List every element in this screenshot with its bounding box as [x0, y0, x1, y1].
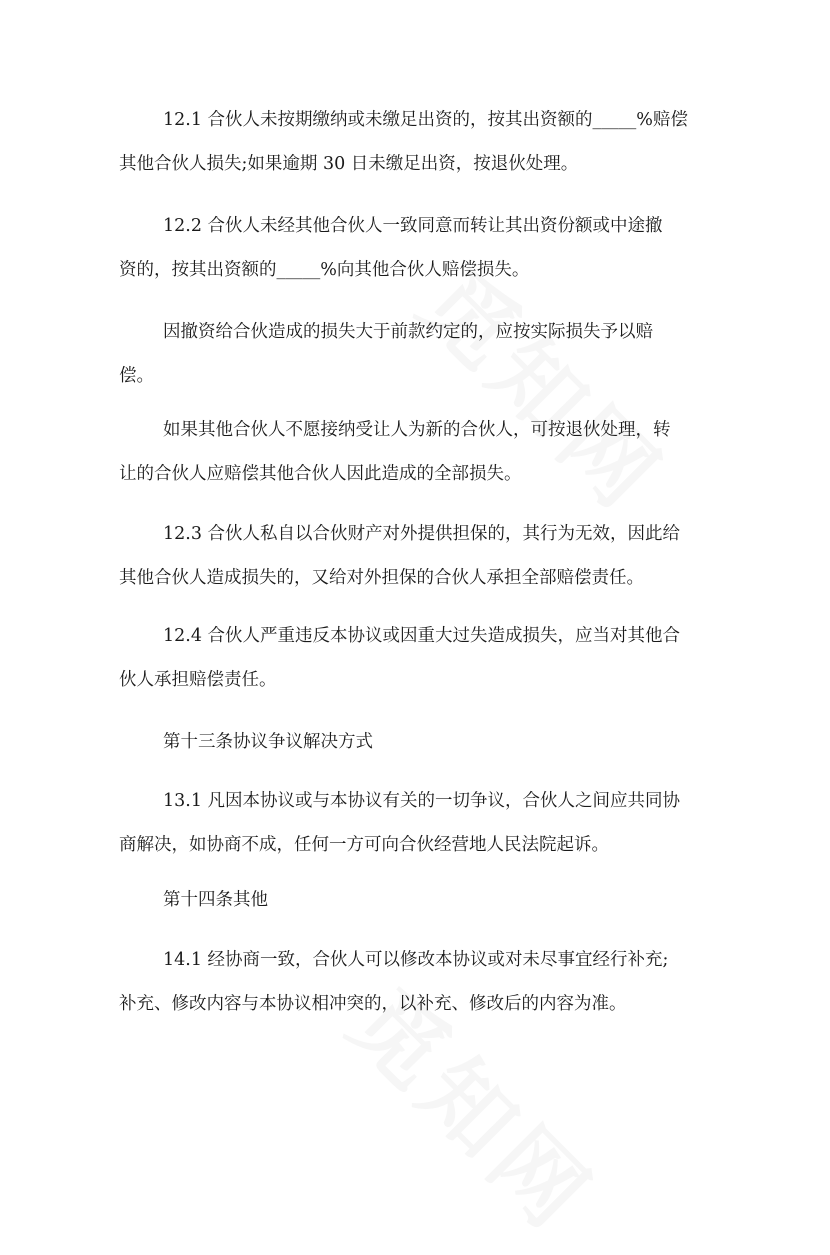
- article-14-heading: [163, 878, 723, 922]
- article-13-heading: [163, 720, 723, 764]
- article-14-heading-text: 第十四条其他: [163, 890, 268, 910]
- clause-12-4: [119, 614, 723, 702]
- clause-13-1-line-2: 商解决，如协商不成，任何一方可向合伙经营地人民法院起诉。: [119, 835, 609, 855]
- clause-12-2-line-2: 资的，按其出资额的_____%向其他合伙人赔偿损失。: [119, 260, 530, 280]
- clause-12-1-line-2: 其他合伙人损失;如果逾期 30 日未缴足出资，按退伙处理。: [119, 154, 579, 174]
- clause-13-1: [119, 779, 723, 867]
- clause-12-2-para-3-line-2: 让的合伙人应赔偿其他合伙人因此造成的全部损失。: [119, 464, 522, 484]
- clause-12-2-para-3-line-1: 如果其他合伙人不愿接纳受让人为新的合伙人，可按退伙处理，转: [163, 420, 671, 440]
- clause-12-4-line-1: 12.4 合伙人严重违反本协议或因重大过失造成损失，应当对其他合: [163, 626, 681, 646]
- clause-12-3: [119, 512, 723, 600]
- clause-12-1-line-1: 12.1 合伙人未按期缴纳或未缴足出资的，按其出资额的_____%赔偿: [163, 110, 688, 130]
- clause-14-1-line-1: 14.1 经协商一致，合伙人可以修改本协议或对未尽事宜经行补充;: [163, 950, 669, 970]
- clause-12-3-line-2: 其他合伙人造成损失的，又给对外担保的合伙人承担全部赔偿责任。: [119, 568, 644, 588]
- clause-12-2-para-2: [119, 310, 723, 398]
- article-13-heading-text: 第十三条协议争议解决方式: [163, 732, 373, 752]
- clause-12-2-para-2-line-2: 偿。: [119, 366, 154, 386]
- clause-14-1: [119, 938, 723, 1026]
- clause-12-2-para-2-line-1: 因撤资给合伙造成的损失大于前款约定的，应按实际损失予以赔: [163, 322, 653, 342]
- clause-12-1: [119, 98, 723, 186]
- clause-12-4-line-2: 伙人承担赔偿责任。: [119, 670, 277, 690]
- clause-12-3-line-1: 12.3 合伙人私自以合伙财产对外提供担保的，其行为无效，因此给: [163, 524, 681, 544]
- clause-12-2-para-3: [119, 408, 723, 496]
- clause-13-1-line-1: 13.1 凡因本协议或与本协议有关的一切争议，合伙人之间应共同协: [163, 791, 681, 811]
- clause-12-2: [119, 204, 723, 292]
- clause-14-1-line-2: 补充、修改内容与本协议相冲突的，以补充、修改后的内容为准。: [119, 994, 627, 1014]
- clause-12-2-line-1: 12.2 合伙人未经其他合伙人一致同意而转让其出资份额或中途撤: [163, 216, 663, 236]
